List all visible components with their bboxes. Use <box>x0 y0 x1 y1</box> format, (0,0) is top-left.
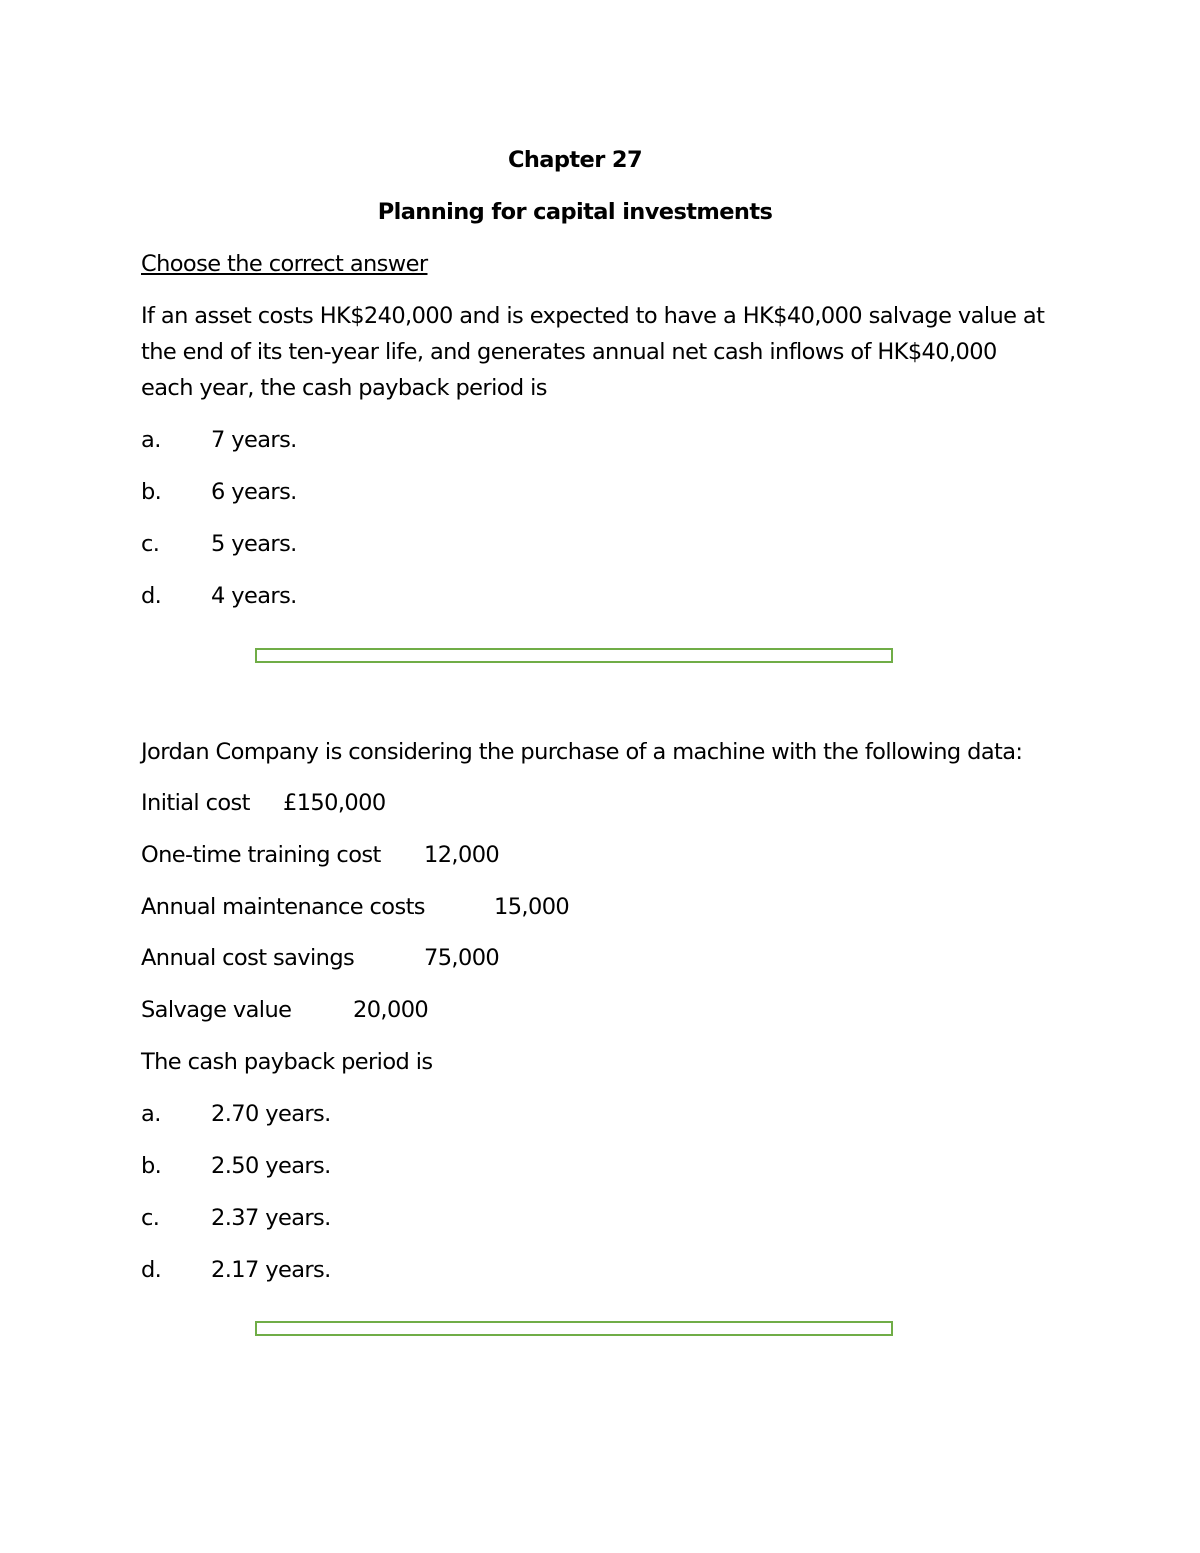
q1-option-c[interactable] <box>141 530 297 558</box>
q1-option-d[interactable] <box>141 582 297 610</box>
q2-data-value-maintenance: 15,000 <box>494 894 570 920</box>
option-text: 2.37 years. <box>211 1205 331 1231</box>
option-text: 7 years. <box>211 427 297 453</box>
q2-question: The cash payback period is <box>141 1049 433 1075</box>
q1-stem-line-3: each year, the cash payback period is <box>141 375 547 401</box>
q2-option-a[interactable] <box>141 1100 331 1128</box>
q1-stem-line-1: If an asset costs HK$240,000 and is expected to have a HK$40,000 salvage value at <box>141 303 1045 329</box>
option-letter: c. <box>141 531 160 557</box>
option-text: 4 years. <box>211 583 297 609</box>
option-text: 2.17 years. <box>211 1257 331 1283</box>
q1-option-a[interactable] <box>141 426 297 454</box>
q2-data-label-maintenance: Annual maintenance costs <box>141 894 425 920</box>
chapter-subtitle: Planning for capital investments <box>377 199 773 225</box>
q2-answer-box[interactable] <box>255 1321 893 1336</box>
q1-answer-box[interactable] <box>255 648 893 663</box>
option-letter: c. <box>141 1205 160 1231</box>
q2-option-b[interactable] <box>141 1152 331 1180</box>
q1-option-b[interactable] <box>141 478 297 506</box>
q2-data-value-initial-cost: £150,000 <box>283 790 386 816</box>
option-text: 5 years. <box>211 531 297 557</box>
q2-option-c[interactable] <box>141 1204 331 1232</box>
option-letter: d. <box>141 583 162 609</box>
option-letter: a. <box>141 427 161 453</box>
option-letter: b. <box>141 1153 162 1179</box>
q2-option-d[interactable] <box>141 1256 331 1284</box>
q2-data-value-training-cost: 12,000 <box>424 842 500 868</box>
q2-data-label-initial-cost: Initial cost <box>141 790 250 816</box>
q2-data-label-salvage: Salvage value <box>141 997 292 1023</box>
chapter-title: Chapter 27 <box>507 147 643 173</box>
q2-data-label-training-cost: One-time training cost <box>141 842 381 868</box>
option-text: 2.50 years. <box>211 1153 331 1179</box>
q2-data-label-cost-savings: Annual cost savings <box>141 945 355 971</box>
q1-stem-line-2: the end of its ten-year life, and generates annual net cash inflows of HK$40,000 <box>141 339 997 365</box>
q2-data-value-salvage: 20,000 <box>353 997 429 1023</box>
option-letter: d. <box>141 1257 162 1283</box>
q2-stem: Jordan Company is considering the purchase of a machine with the following data: <box>141 739 1023 765</box>
option-letter: a. <box>141 1101 161 1127</box>
option-letter: b. <box>141 479 162 505</box>
instruction: Choose the correct answer <box>141 251 428 277</box>
option-text: 6 years. <box>211 479 297 505</box>
q2-data-value-cost-savings: 75,000 <box>424 945 500 971</box>
option-text: 2.70 years. <box>211 1101 331 1127</box>
